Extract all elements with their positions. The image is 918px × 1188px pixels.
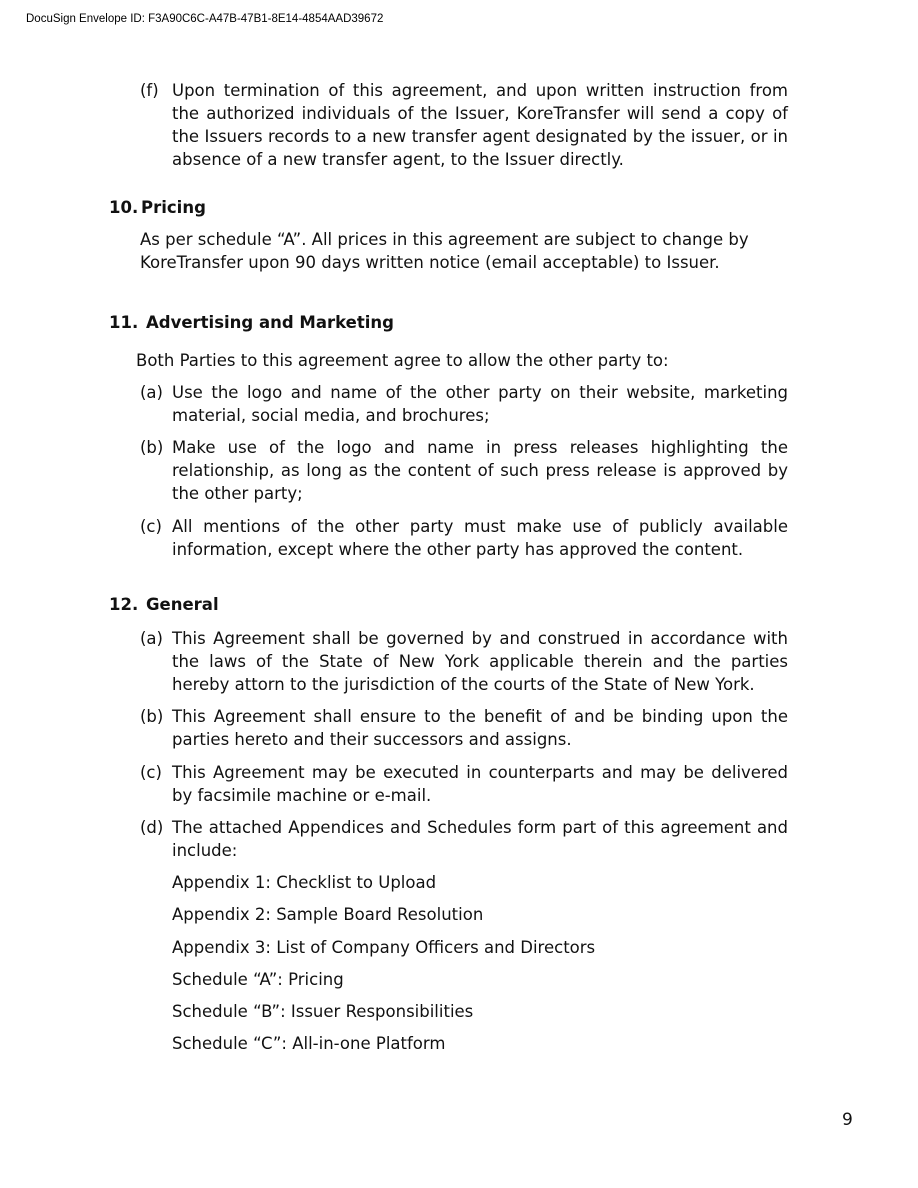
item-text: The attached Appendices and Schedules form part of this agreement and include: (172, 818, 788, 860)
section-title: Pricing (141, 198, 206, 217)
section-11-item-a (140, 381, 788, 427)
item-marker: (a) (140, 383, 163, 402)
item-text: All mentions of the other party must make use of publicly available information, except where the other party has approved the content. (172, 517, 788, 559)
attachment-line: Appendix 1: Checklist to Upload (172, 873, 437, 892)
section-12-item-a (140, 627, 788, 696)
item-text: Make use of the logo and name in press releases highlighting the relationship, as long as the content of such press release is approved by the other party; (172, 438, 788, 503)
item-text: Use the logo and name of the other party on their website, marketing material, social media, and brochures; (172, 383, 788, 425)
item-text: This Agreement shall ensure to the benefit of and be binding upon the parties hereto and their successors and assigns. (172, 707, 788, 749)
section-11-heading (109, 311, 394, 334)
item-marker: (d) (140, 818, 164, 837)
section-12-item-c (140, 761, 788, 807)
attachment-line: Appendix 3: List of Company Officers and Directors (172, 938, 596, 957)
section-11-intro: Both Parties to this agreement agree to allow the other party to: (136, 351, 669, 370)
item-marker: (f) (140, 81, 159, 100)
page-number: 9 (842, 1110, 853, 1130)
section-10-heading (109, 196, 206, 219)
attachment-line: Schedule “C”: All-in-one Platform (172, 1034, 446, 1053)
item-marker: (b) (140, 707, 164, 726)
item-marker: (a) (140, 629, 163, 648)
item-text: This Agreement shall be governed by and construed in accordance with the laws of the State of New York applicable therein and the parties hereby attorn to the jurisdiction of the courts of the State of New York. (172, 629, 788, 694)
section-12-item-d (140, 816, 788, 862)
item-marker: (c) (140, 517, 162, 536)
section-9-item-f (140, 79, 788, 171)
section-11-item-b (140, 436, 788, 505)
section-title: Advertising and Marketing (146, 313, 394, 332)
item-marker: (c) (140, 763, 162, 782)
section-11-item-c (140, 515, 788, 561)
section-10-paragraph: As per schedule “A”. All prices in this agreement are subject to change by KoreTransfer upon 90 days written notice (email acceptable) to Issuer. (140, 230, 749, 272)
section-12-item-b (140, 705, 788, 751)
item-marker: (b) (140, 438, 164, 457)
item-text: Upon termination of this agreement, and upon written instruction from the authorized individuals of the Issuer, KoreTransfer will send a copy of the Issuers records to a new transfer agent designated by the issuer, or in absence of a new transfer agent, to the Issuer directly. (172, 81, 788, 169)
attachment-line: Appendix 2: Sample Board Resolution (172, 905, 484, 924)
attachment-line: Schedule “A”: Pricing (172, 970, 344, 989)
section-number: 11. (109, 313, 139, 332)
section-number: 10. (109, 198, 139, 217)
section-number: 12. (109, 595, 139, 614)
docusign-envelope-id: DocuSign Envelope ID: F3A90C6C-A47B-47B1-8E14-4854AAD39672 (26, 13, 384, 25)
section-title: General (146, 595, 219, 614)
section-12-heading (109, 593, 219, 616)
item-text: This Agreement may be executed in counterparts and may be delivered by facsimile machine or e-mail. (172, 763, 788, 805)
attachment-line: Schedule “B”: Issuer Responsibilities (172, 1002, 474, 1021)
